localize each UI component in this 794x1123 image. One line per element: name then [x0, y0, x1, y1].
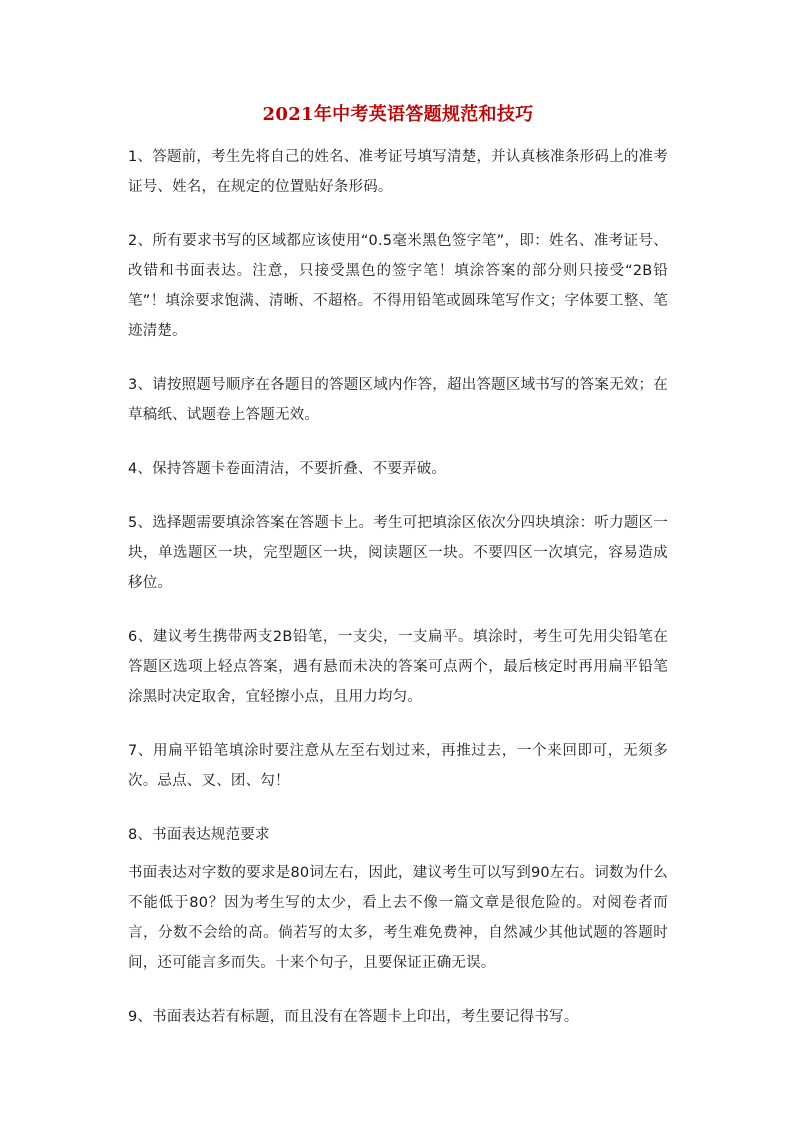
document-title: 2021年中考英语答题规范和技巧	[262, 104, 534, 125]
document-page	[128, 100, 668, 1032]
paragraph-2: 2、所有要求书写的区域都应该使用“0.5毫米黑色签字笔”，即：姓名、准考证号、改错和书面表达。注意，只接受黑色的签字笔！填涂答案的部分则只接受“2B铅笔”！填涂要求饱满、清晰、不超格。不得用铅笔或圆珠笔写作文；字体要工整、笔迹清楚。	[128, 233, 668, 339]
paragraph-4: 4、保持答题卡卷面清洁，不要折叠、不要弄破。	[128, 461, 447, 477]
paragraph-3: 3、请按照题号顺序在各题目的答题区域内作答，超出答题区域书写的答案无效；在草稿纸、试题卷上答题无效。	[128, 377, 668, 423]
paragraph-5: 5、选择题需要填涂答案在答题卡上。考生可把填涂区依次分四块填涂：听力题区一块，单选题区一块，完型题区一块，阅读题区一块。不要四区一次填完，容易造成移位。	[128, 515, 668, 591]
paragraph-8-body: 书面表达对字数的要求是80词左右，因此，建议考生可以写到90左右。词数为什么不能低于80？因为考生写的太少，看上去不像一篇文章是很危险的。对阅卷者而言，分数不会给的高。倘若写的太多，考生难免费神，自然减少其他试题的答题时间，还可能言多而失。十来个句子，且要保证正确无误。	[128, 865, 668, 971]
paragraph-7: 7、用扁平铅笔填涂时要注意从左至右划过来，再推过去，一个来回即可，无须多次。忌点、叉、团、勾！	[128, 743, 668, 789]
paragraph-9: 9、书面表达若有标题，而且没有在答题卡上印出，考生要记得书写。	[128, 1009, 579, 1025]
paragraph-1: 1、答题前，考生先将自己的姓名、准考证号填写清楚，并认真核准条形码上的准考证号、姓名，在规定的位置贴好条形码。	[128, 149, 668, 195]
paragraph-6: 6、建议考生携带两支2B铅笔，一支尖，一支扁平。填涂时，考生可先用尖铅笔在答题区选项上轻点答案，遇有悬而未决的答案可点两个，最后核定时再用扁平铅笔涂黑时决定取舍，宜轻擦小点，且用力均匀。	[128, 629, 668, 705]
section-heading-8: 8、书面表达规范要求	[128, 827, 270, 843]
